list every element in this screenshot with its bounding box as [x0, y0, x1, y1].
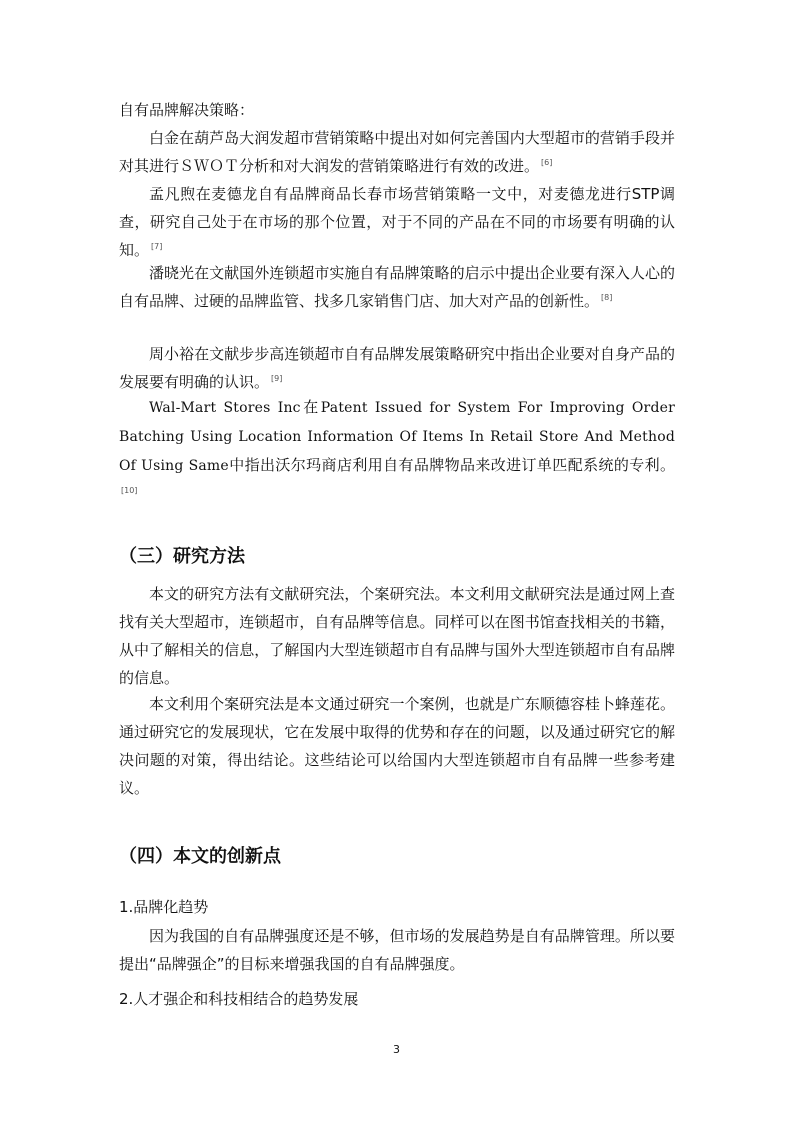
methods-paragraph-2: 本文利用个案研究法是本文通过研究一个案例，也就是广东顺德容桂卜蜂莲花。通过研究它的发展现状，它在发展中取得的优势和存在的问题，以及通过研究它的解决问题的对策，得出结论。这些结论可以给国内大型连锁超市自有品牌一些参考建议。	[119, 695, 675, 797]
section-heading-methods: （三）研究方法	[119, 546, 245, 567]
page-number: 3	[393, 1043, 400, 1056]
citation-marker: [6]	[541, 158, 553, 167]
paragraph-text: 中指出沃尔玛商店利用自有品牌物品来改进订单匹配系统的专利。	[228, 456, 675, 474]
paragraph-text: 在	[300, 398, 321, 416]
reference-paragraph-10	[119, 393, 675, 508]
reference-paragraph-8	[119, 259, 675, 315]
innovation-item-1-title: 1.品牌化趋势	[119, 898, 209, 916]
paragraph-text: 潘晓光在文献国外连锁超市实施自有品牌策略的启示中提出企业要有深入人心的自有品牌、过硬的品牌监管、找多几家销售门店、加大对产品的创新性。	[119, 264, 675, 310]
paragraph-text: 白金在葫芦岛大润发超市营销策略中提出对如何完善国内大型超市的营销手段并对其进行ＳＷＯＴ分析和对大润发的营销策略进行有效的改进。	[119, 129, 675, 175]
section-heading-innovation: （四）本文的创新点	[119, 846, 281, 867]
innovation-item-1-text: 因为我国的自有品牌强度还是不够，但市场的发展趋势是自有品牌管理。所以要提出“品牌强企”的目标来增强我国的自有品牌强度。	[119, 927, 675, 973]
reference-paragraph-6	[119, 124, 675, 180]
citation-marker: [8]	[601, 293, 613, 302]
patent-title: Patent Issued for System For Improving Order Batching Using Location Information Of Items In Retail Store And Method Of Using Same	[119, 400, 675, 474]
section-lead: 自有品牌解决策略：	[119, 101, 255, 119]
citation-marker: [7]	[151, 242, 163, 251]
methods-paragraph-1: 本文的研究方法有文献研究法，个案研究法。本文利用文献研究法是通过网上查找有关大型超市，连锁超市，自有品牌等信息。同样可以在图书馆查找相关的书籍，从中了解相关的信息，了解国内大型连锁超市自有品牌与国外大型连锁超市自有品牌的信息。	[119, 585, 675, 687]
citation-marker: [9]	[271, 374, 283, 383]
innovation-item-2-title: 2.人才强企和科技相结合的趋势发展	[119, 990, 359, 1008]
citation-marker: [10]	[121, 486, 138, 495]
reference-paragraph-9	[119, 340, 675, 396]
reference-paragraph-7	[119, 180, 675, 264]
company-name: Wal-Mart Stores Inc	[149, 400, 301, 416]
paragraph-text: 孟凡煦在麦德龙自有品牌商品长春市场营销策略一文中，对麦德龙进行STP调查，研究自己处于在市场的那个位置，对于不同的产品在不同的市场要有明确的认知。	[119, 185, 675, 259]
paragraph-text: 周小裕在文献步步高连锁超市自有品牌发展策略研究中指出企业要对自身产品的发展要有明确的认识。	[119, 345, 675, 391]
